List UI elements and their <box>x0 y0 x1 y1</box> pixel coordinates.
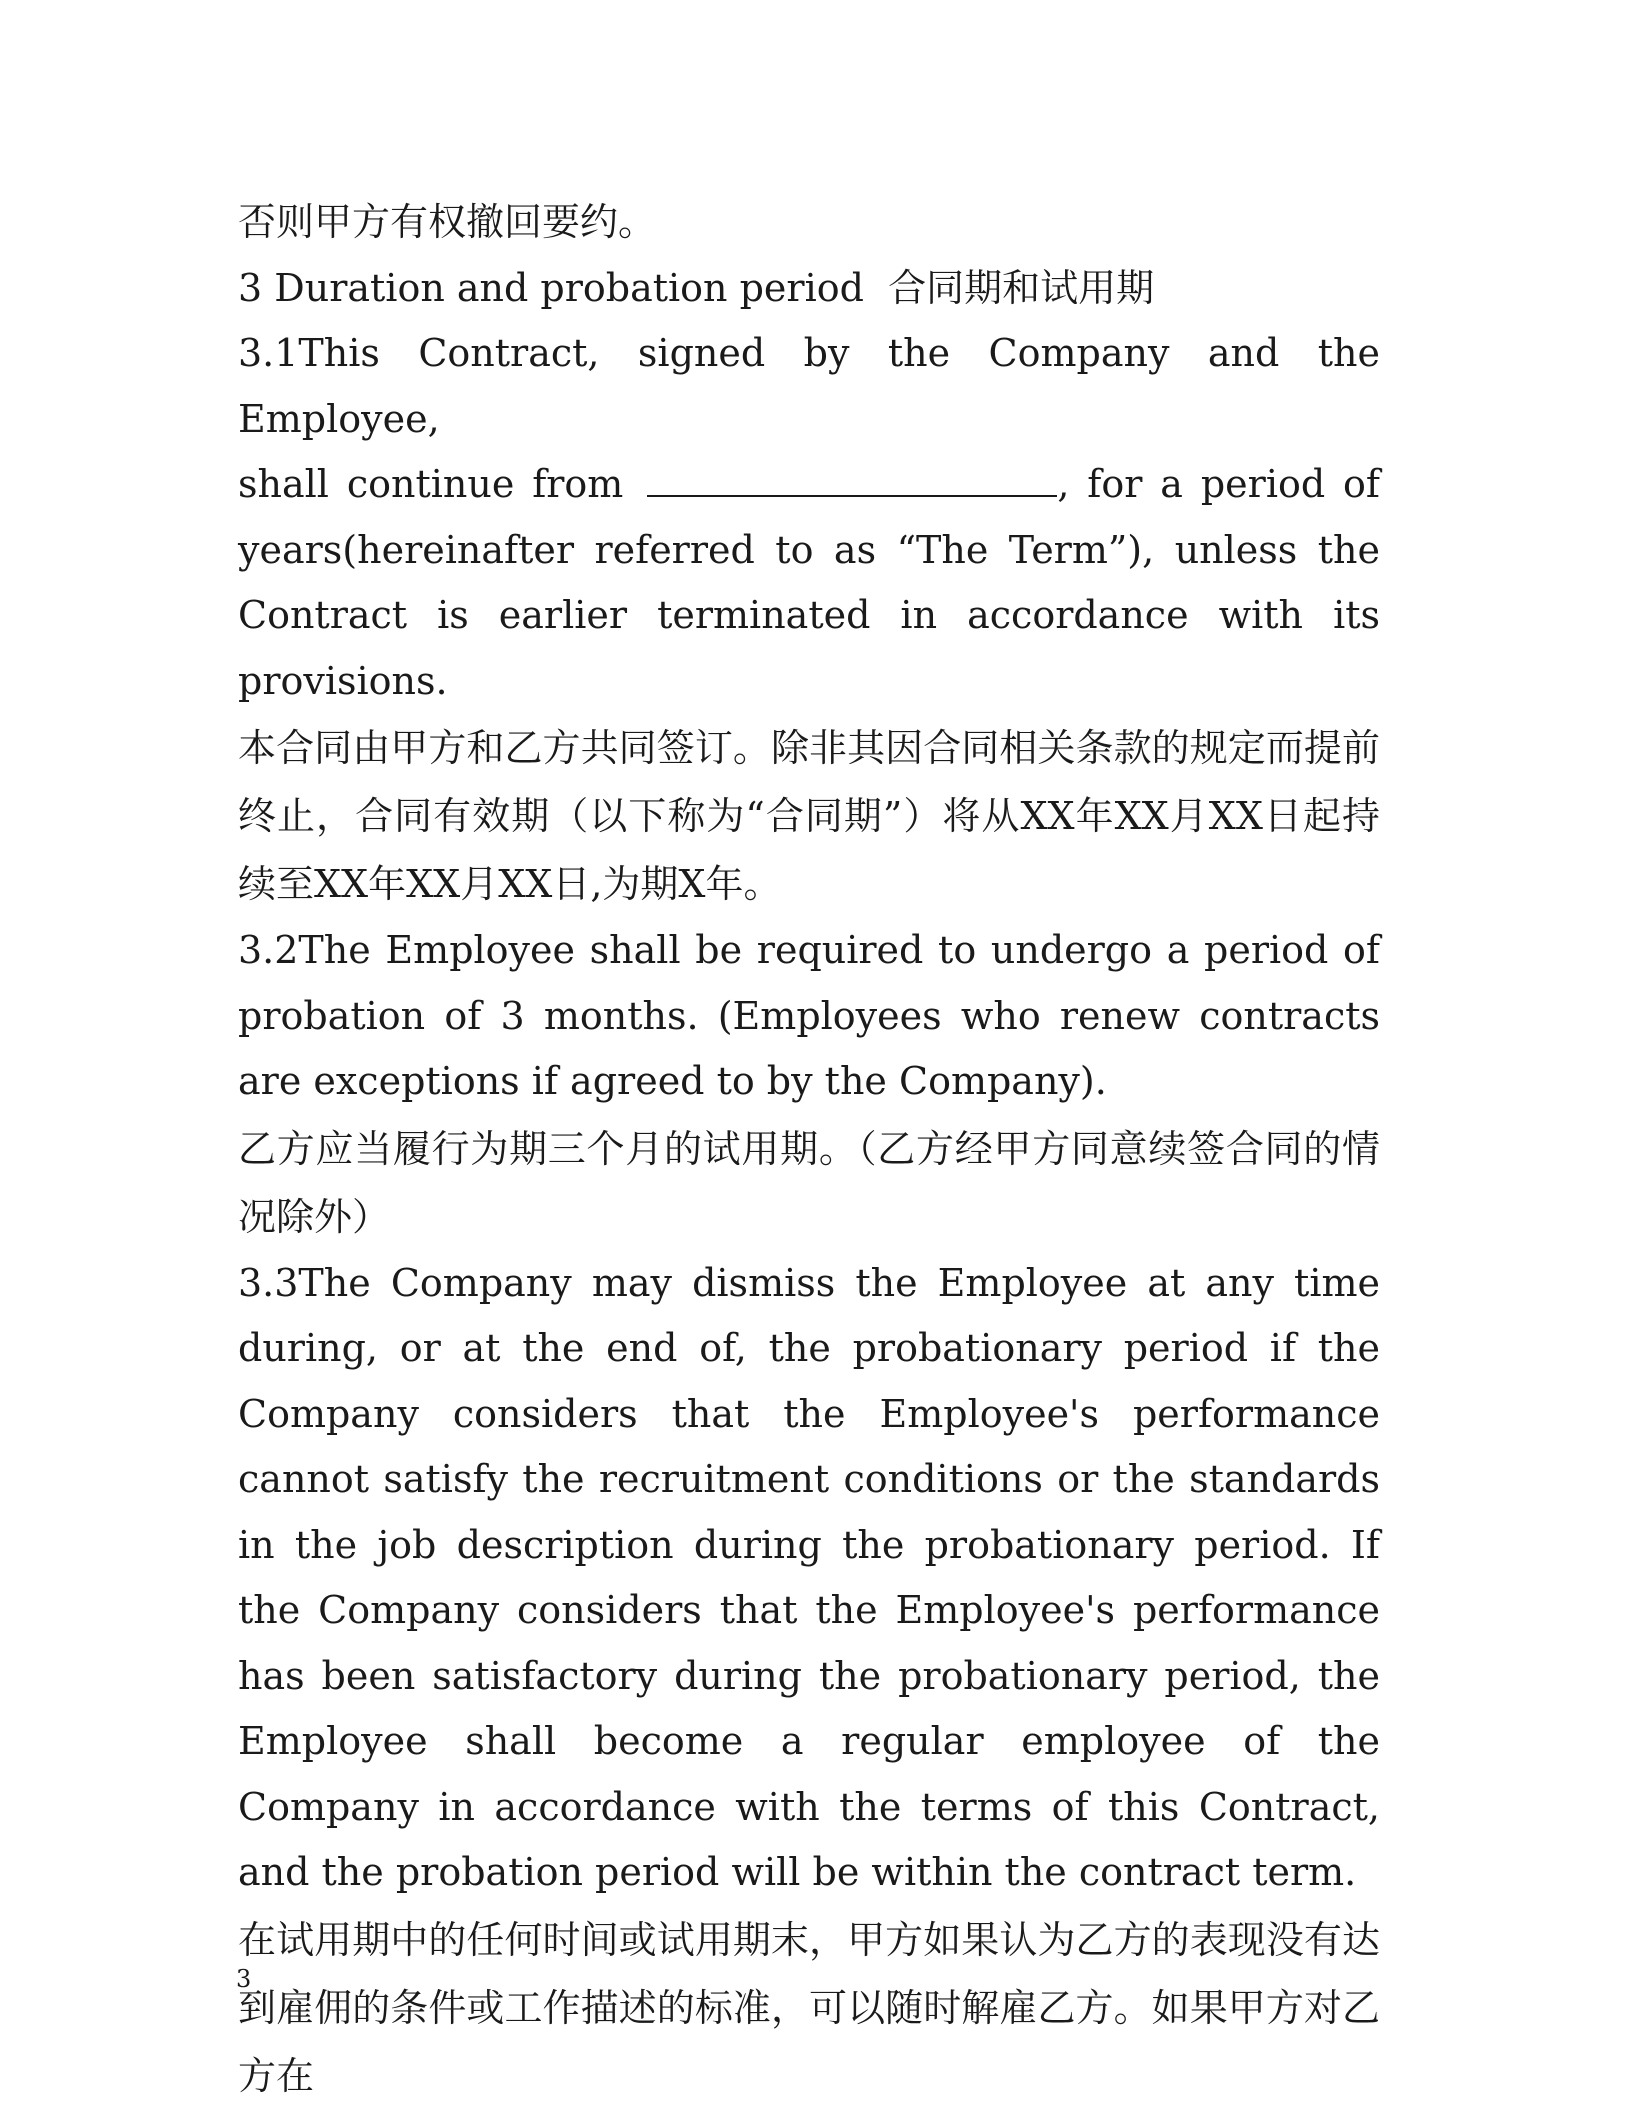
page-number: 3 <box>236 1965 252 1993</box>
clause-3-1-line-2 <box>238 452 1380 518</box>
clause-3-1-period-text: , for a period of <box>1057 462 1380 506</box>
clause-3-2-zh: 乙方应当履行为期三个月的试用期。（乙方经甲方同意续签合同的情况除外） <box>238 1126 1380 1239</box>
clause-3-3-zh: 在试用期中的任何时间或试用期末，甲方如果认为乙方的表现没有达到雇佣的条件或工作描述的标准，可以随时解雇乙方。如果甲方对乙方在 <box>238 1917 1380 2098</box>
clause-3-1-remainder: years(hereinafter referred to as “The Term”), unless the Contract is earlier terminated in accordance with its provisions. <box>238 527 1380 703</box>
clause-3-1-zh: 本合同由甲方和乙方共同签订。除非其因合同相关条款的规定而提前终止，合同有效期（以下称为“合同期”）将从XX年XX月XX日起持续至XX年XX月XX日,为期X年。 <box>238 726 1380 906</box>
section-heading-duration-probation: 3 Duration and probation period 合同期和试用期 <box>238 265 1155 310</box>
clause-3-3-en: 3.3The Company may dismiss the Employee at any time during, or at the end of, the probationary period if the Company considers that the Employee's performance cannot satisfy the recruitment conditions or the standards in the job description during the probationary period. If the Company considers that the Employee's performance has been satisfactory during the probationary period, the Employee shall become a regular employee of the Company in accordance with the terms of this Contract, and the probation period will be within the contract term. <box>238 1260 1380 1894</box>
clause-3-1-line-1: 3.1This Contract, signed by the Company and the Employee, <box>238 331 1380 441</box>
document-body <box>238 190 1380 2110</box>
clause-3-1-start-text: shall continue from <box>238 462 624 506</box>
paragraph-offer-withdrawal-zh: 否则甲方有权撤回要约。 <box>238 200 657 244</box>
start-date-blank <box>647 455 1057 497</box>
clause-3-2-en: 3.2The Employee shall be required to undergo a period of probation of 3 months. (Employees who renew contracts are exceptions if agreed to by the Company). <box>238 928 1380 1103</box>
